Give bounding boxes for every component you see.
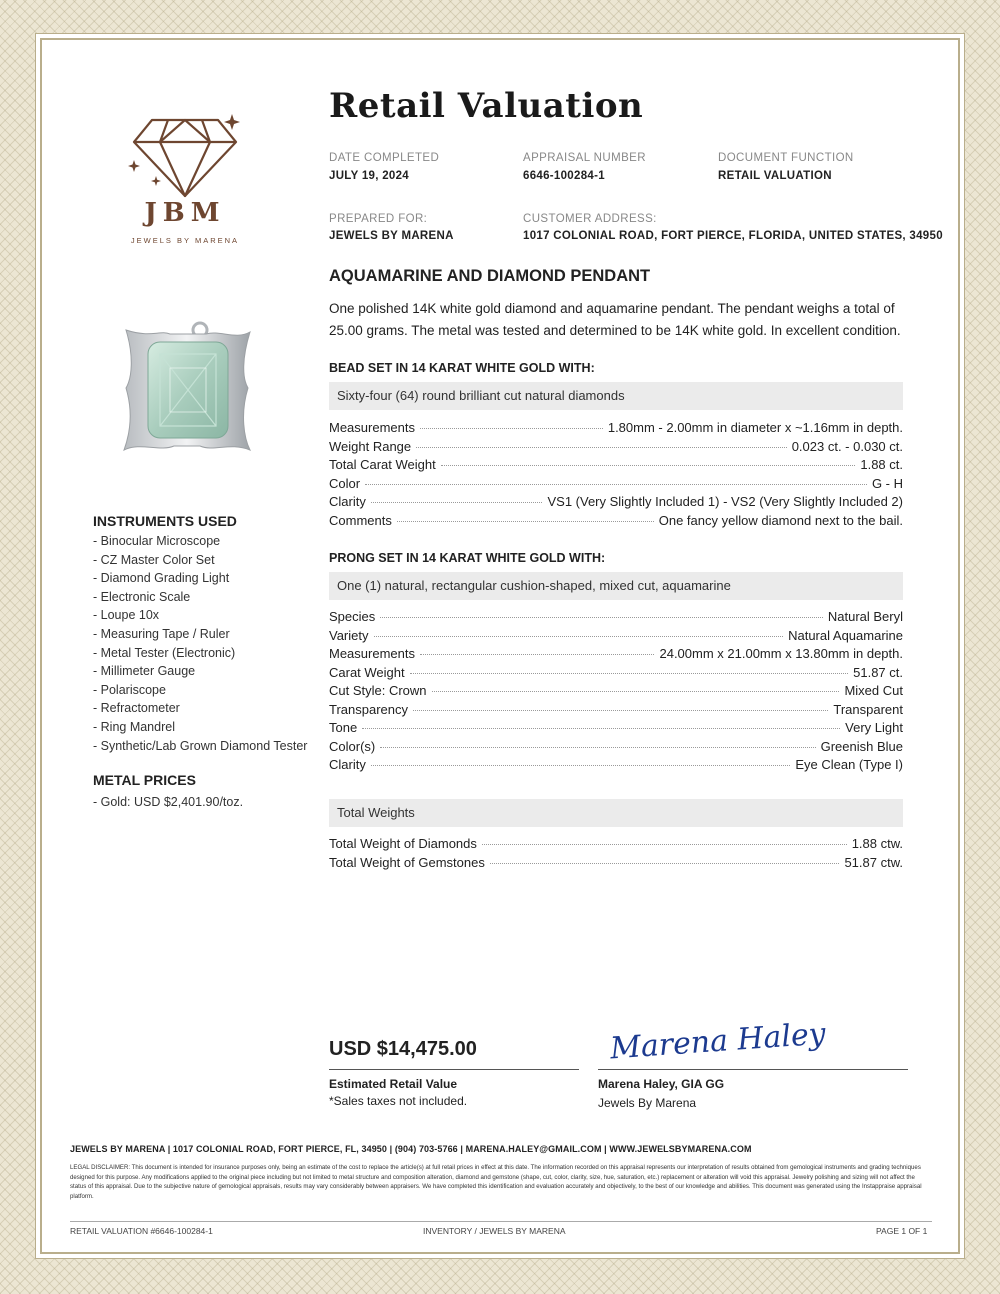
detail-row xyxy=(329,457,903,476)
pendant-photo xyxy=(120,318,255,458)
dot-leader xyxy=(482,844,847,845)
detail-key: Species xyxy=(329,609,376,624)
instrument-item: - Polariscope xyxy=(93,682,166,697)
date-completed: JULY 19, 2024 xyxy=(329,170,409,182)
detail-row xyxy=(329,439,903,458)
metal-prices-list xyxy=(93,793,243,812)
detail-key: Total Weight of Gemstones xyxy=(329,854,485,870)
prepared-for-label: PREPARED FOR: xyxy=(329,213,428,225)
logo-subtitle: JEWELS BY MARENA xyxy=(130,236,240,245)
dot-leader xyxy=(416,447,787,448)
detail-row xyxy=(329,665,903,684)
tax-note: *Sales taxes not included. xyxy=(329,1094,468,1108)
detail-key: Color xyxy=(329,475,361,491)
detail-value: 1.88 ctw. xyxy=(851,836,903,851)
customer-address: 1017 COLONIAL ROAD, FORT PIERCE, FLORIDA, UNITED STATES, 34950 xyxy=(523,230,943,242)
instrument-item: - Ring Mandrel xyxy=(93,719,175,734)
legal-disclaimer: LEGAL DISCLAIMER: This document is intended for insurance purposes only, being an estimate of the cost to replace the article(s) at full retail prices in effect at this date. The information recorded on this appraisal represents our interpretation of results obtained from gemological instruments and grading techniques designed for this purpose. Any modifications applied to the original piece including but not limited to metal structure and composition alteration, diamond and gemstone (shape, cut, color, clarity, size, hue, saturation, etc.) replacement or alteration will void this appraisal. Jewelry polishing and sizing will not affect the status of this appraisal. Due to the subjective nature of gemological appraisals, results may vary considerably between appraisers. We have completed this identification and evaluation accurately and objectively, to the best of our knowledge and abilities. This document was generated using the Instappraise appraisal platform. xyxy=(70,1164,922,1200)
detail-key: Weight Range xyxy=(329,438,412,454)
metal-prices-heading: METAL PRICES xyxy=(93,772,196,788)
detail-row xyxy=(329,720,903,739)
detail-value: Transparent xyxy=(833,701,903,717)
dot-leader xyxy=(374,636,784,637)
dot-leader xyxy=(441,465,856,466)
totals-band: Total Weights xyxy=(329,799,903,827)
appraiser-name: Marena Haley, GIA GG xyxy=(598,1077,725,1091)
instrument-item: - Electronic Scale xyxy=(93,589,191,604)
logo-mark: JBM xyxy=(144,198,226,228)
detail-key: Measurements xyxy=(329,420,415,435)
signature-line xyxy=(598,1069,908,1070)
detail-value: 51.87 ct. xyxy=(853,664,903,680)
detail-row xyxy=(329,739,903,758)
appraisal-number: 6646-100284-1 xyxy=(523,170,605,182)
gemstone-details xyxy=(329,609,903,776)
detail-key: Clarity xyxy=(329,757,366,772)
footer-page-number: PAGE 1 OF 1 xyxy=(876,1226,928,1236)
detail-value: Greenish Blue xyxy=(820,738,903,754)
detail-value: 24.00mm x 21.00mm x 13.80mm in depth. xyxy=(659,646,903,661)
diamonds-details xyxy=(329,420,903,531)
document-function: RETAIL VALUATION xyxy=(718,170,832,182)
document-title: Retail Valuation xyxy=(329,86,644,126)
dot-leader xyxy=(365,484,867,485)
date-completed-label: DATE COMPLETED xyxy=(329,152,440,164)
customer-address-label: CUSTOMER ADDRESS: xyxy=(523,213,657,225)
dot-leader xyxy=(380,747,815,748)
detail-row xyxy=(329,494,903,513)
value-divider xyxy=(329,1069,579,1070)
footer-inventory: INVENTORY / JEWELS BY MARENA xyxy=(423,1226,566,1236)
item-title: AQUAMARINE AND DIAMOND PENDANT xyxy=(329,267,651,285)
detail-row xyxy=(329,628,903,647)
detail-row xyxy=(329,757,903,776)
logo-diamond-icon xyxy=(120,110,250,250)
dot-leader xyxy=(410,673,848,674)
appraiser-company: Jewels By Marena xyxy=(598,1096,697,1110)
detail-key: Comments xyxy=(329,512,392,528)
detail-value: Mixed Cut xyxy=(844,683,903,698)
signature: Marena Haley xyxy=(609,1016,827,1067)
detail-row xyxy=(329,702,903,721)
dot-leader xyxy=(490,863,840,864)
detail-value: 1.80mm - 2.00mm in diameter x ~1.16mm in depth. xyxy=(607,420,903,435)
diamonds-band: Sixty-four (64) round brilliant cut natural diamonds xyxy=(329,382,903,410)
instrument-item: - Synthetic/Lab Grown Diamond Tester xyxy=(93,738,308,753)
detail-key: Transparency xyxy=(329,701,408,717)
detail-value: Very Light xyxy=(845,720,903,735)
detail-row xyxy=(329,609,903,628)
detail-row xyxy=(329,683,903,702)
footer-doc-ref: RETAIL VALUATION #6646-100284-1 xyxy=(70,1226,213,1236)
detail-key: Tone xyxy=(329,720,358,735)
footer-divider xyxy=(70,1221,932,1222)
detail-key: Color(s) xyxy=(329,738,376,754)
instrument-item: - Binocular Microscope xyxy=(93,534,221,548)
instrument-item: - Refractometer xyxy=(93,701,180,716)
dot-leader xyxy=(371,502,543,503)
dot-leader xyxy=(420,654,655,655)
detail-value: 0.023 ct. - 0.030 ct. xyxy=(791,438,903,454)
dot-leader xyxy=(432,691,840,692)
detail-key: Measurements xyxy=(329,646,415,661)
prepared-for: JEWELS BY MARENA xyxy=(329,230,454,242)
dot-leader xyxy=(420,428,603,429)
detail-key: Carat Weight xyxy=(329,664,405,680)
dot-leader xyxy=(380,617,823,618)
instrument-item: - Millimeter Gauge xyxy=(93,664,196,679)
diamonds-heading: BEAD SET IN 14 KARAT WHITE GOLD WITH: xyxy=(329,361,595,375)
detail-value: Natural Aquamarine xyxy=(788,627,903,643)
gemstone-heading: PRONG SET IN 14 KARAT WHITE GOLD WITH: xyxy=(329,551,606,565)
detail-key: Clarity xyxy=(329,494,366,509)
instrument-item: - Metal Tester (Electronic) xyxy=(93,645,236,660)
document-function-label: DOCUMENT FUNCTION xyxy=(718,152,854,164)
gemstone-band: One (1) natural, rectangular cushion-shaped, mixed cut, aquamarine xyxy=(329,572,903,600)
instrument-item: - Measuring Tape / Ruler xyxy=(93,626,230,641)
detail-value: One fancy yellow diamond next to the bail. xyxy=(658,512,903,528)
dot-leader xyxy=(413,710,828,711)
detail-row xyxy=(329,420,903,439)
detail-value: G - H xyxy=(871,475,903,491)
instruments-list xyxy=(93,532,307,755)
estimated-value: USD $14,475.00 xyxy=(329,1038,477,1060)
detail-row xyxy=(329,476,903,495)
instrument-item: - CZ Master Color Set xyxy=(93,552,215,567)
detail-value: Eye Clean (Type I) xyxy=(795,757,903,772)
detail-row xyxy=(329,513,903,532)
footer-contact: JEWELS BY MARENA | 1017 COLONIAL ROAD, FORT PIERCE, FL, 34950 | (904) 703-5766 | MARENA.HALEY@GMAIL.COM | WWW.JEWELSBYMARENA.COM xyxy=(70,1144,752,1154)
instrument-item: - Loupe 10x xyxy=(93,608,160,623)
detail-row xyxy=(329,836,903,855)
detail-row xyxy=(329,646,903,665)
detail-value: 51.87 ctw. xyxy=(844,854,903,870)
dot-leader xyxy=(397,521,654,522)
metal-price-item: - Gold: USD $2,401.90/toz. xyxy=(93,795,244,809)
detail-value: Natural Beryl xyxy=(827,609,903,624)
detail-key: Total Weight of Diamonds xyxy=(329,836,477,851)
detail-key: Total Carat Weight xyxy=(329,457,436,472)
totals-details xyxy=(329,836,903,873)
instruments-heading: INSTRUMENTS USED xyxy=(93,513,237,529)
detail-key: Variety xyxy=(329,627,369,643)
detail-value: 1.88 ct. xyxy=(860,457,903,472)
detail-row xyxy=(329,855,903,874)
detail-value: VS1 (Very Slightly Included 1) - VS2 (Very Slightly Included 2) xyxy=(547,494,903,509)
item-description: One polished 14K white gold diamond and aquamarine pendant. The pendant weighs a total of 25.00 grams. The metal was tested and determined to be 14K white gold. In excellent condition. xyxy=(329,301,901,338)
dot-leader xyxy=(371,765,791,766)
detail-key: Cut Style: Crown xyxy=(329,683,427,698)
estimated-value-label: Estimated Retail Value xyxy=(329,1077,458,1091)
instrument-item: - Diamond Grading Light xyxy=(93,571,230,586)
appraisal-number-label: APPRAISAL NUMBER xyxy=(523,152,646,164)
dot-leader xyxy=(362,728,840,729)
